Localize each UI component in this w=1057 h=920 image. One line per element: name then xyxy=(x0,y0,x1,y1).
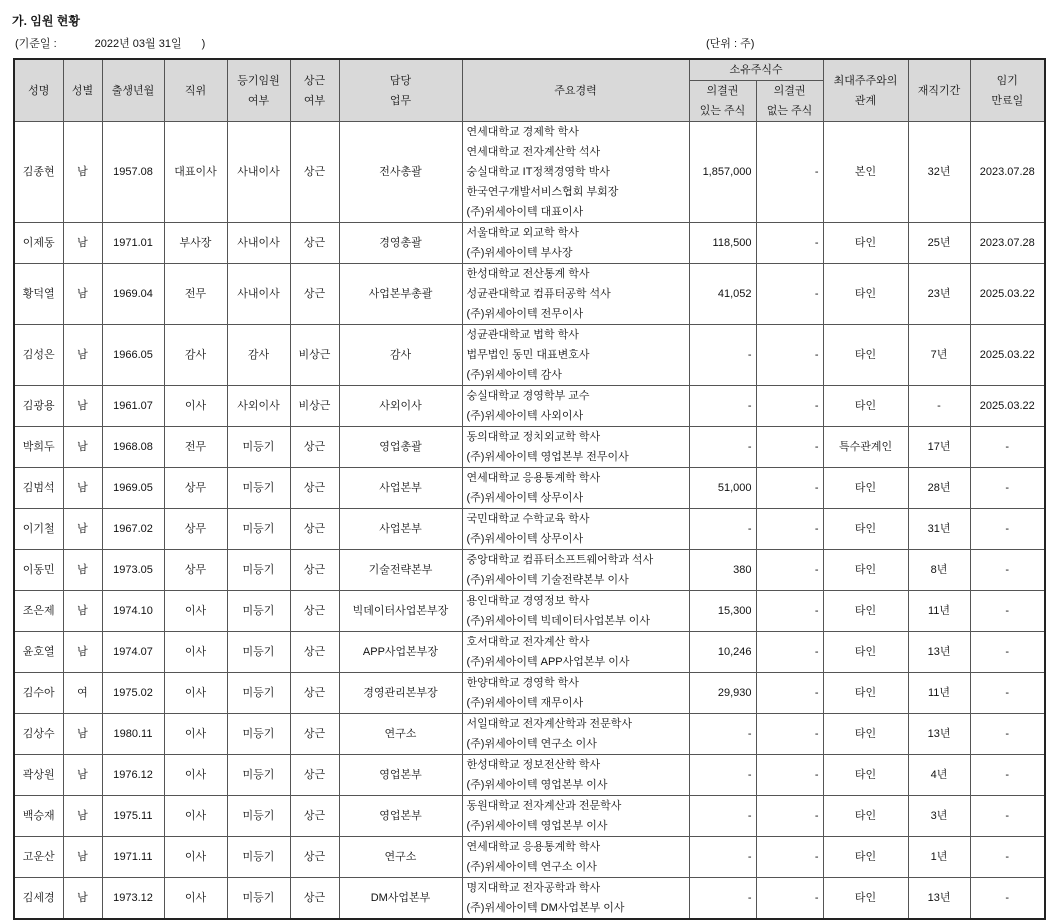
cell-fulltime: 상근 xyxy=(290,122,339,223)
cell-term: - xyxy=(970,550,1045,591)
cell-duty: 영업총괄 xyxy=(339,427,462,468)
cell-relation: 타인 xyxy=(823,386,908,427)
cell-relation: 타인 xyxy=(823,796,908,837)
header-name: 성명 xyxy=(14,59,63,122)
table-row xyxy=(14,591,1045,632)
cell-voting: 118,500 xyxy=(689,223,756,264)
cell-voting: 380 xyxy=(689,550,756,591)
table-row xyxy=(14,550,1045,591)
cell-duty: 사업본부 xyxy=(339,509,462,550)
cell-term: - xyxy=(970,591,1045,632)
cell-name: 박희두 xyxy=(14,427,63,468)
career-line: (주)위세아이텍 연구소 이사 xyxy=(466,861,597,873)
cell-gender: 남 xyxy=(63,122,102,223)
cell-relation: 타인 xyxy=(823,632,908,673)
cell-tenure: 11년 xyxy=(908,673,970,714)
cell-term: - xyxy=(970,878,1045,920)
career-line: (주)위세아이텍 부사장 xyxy=(466,247,573,259)
cell-career xyxy=(462,673,689,714)
cell-name: 고운산 xyxy=(14,837,63,878)
cell-voting: - xyxy=(689,796,756,837)
cell-registered: 미등기 xyxy=(227,673,290,714)
career-line: (주)위세아이텍 연구소 이사 xyxy=(466,738,597,750)
basis-date: 2022년 03월 31일 xyxy=(94,38,182,50)
career-line: 동원대학교 전자계산과 전문학사 xyxy=(466,800,622,812)
cell-fulltime: 상근 xyxy=(290,427,339,468)
cell-fulltime: 상근 xyxy=(290,878,339,920)
cell-registered: 미등기 xyxy=(227,796,290,837)
cell-duty: 사외이사 xyxy=(339,386,462,427)
cell-duty: 경영총괄 xyxy=(339,223,462,264)
cell-relation: 타인 xyxy=(823,509,908,550)
table-row xyxy=(14,755,1045,796)
cell-gender: 남 xyxy=(63,509,102,550)
cell-term: - xyxy=(970,837,1045,878)
career-line: 한성대학교 전산통계 학사 xyxy=(466,268,590,280)
cell-birth: 1976.12 xyxy=(102,755,164,796)
cell-registered: 미등기 xyxy=(227,837,290,878)
cell-tenure: 13년 xyxy=(908,632,970,673)
cell-tenure: 23년 xyxy=(908,264,970,325)
header-duty: 담당 업무 xyxy=(339,59,462,122)
section-title: 가. 임원 현황 xyxy=(12,14,80,28)
career-line: (주)위세아이텍 기술전략본부 이사 xyxy=(466,574,629,586)
table-row xyxy=(14,264,1045,325)
basis-close: ) xyxy=(201,38,206,50)
cell-voting: - xyxy=(689,755,756,796)
table-row xyxy=(14,632,1045,673)
cell-voting: 29,930 xyxy=(689,673,756,714)
cell-registered: 사내이사 xyxy=(227,223,290,264)
cell-relation: 타인 xyxy=(823,550,908,591)
cell-birth: 1973.12 xyxy=(102,878,164,920)
cell-birth: 1974.07 xyxy=(102,632,164,673)
career-line: 중앙대학교 컴퓨터소프트웨어학과 석사 xyxy=(466,554,654,566)
cell-birth: 1974.10 xyxy=(102,591,164,632)
cell-birth: 1967.02 xyxy=(102,509,164,550)
career-line: (주)위세아이텍 재무이사 xyxy=(466,697,584,709)
header-gender: 성별 xyxy=(63,59,102,122)
cell-fulltime: 상근 xyxy=(290,796,339,837)
cell-career xyxy=(462,427,689,468)
cell-gender: 남 xyxy=(63,796,102,837)
cell-gender: 남 xyxy=(63,468,102,509)
cell-name: 이제동 xyxy=(14,223,63,264)
cell-name: 조은제 xyxy=(14,591,63,632)
header-position: 직위 xyxy=(164,59,227,122)
cell-career xyxy=(462,223,689,264)
cell-tenure: 8년 xyxy=(908,550,970,591)
career-line: 연세대학교 전자계산학 석사 xyxy=(466,146,601,158)
cell-nonvoting: - xyxy=(756,509,823,550)
cell-voting: - xyxy=(689,325,756,386)
cell-name: 김광용 xyxy=(14,386,63,427)
cell-career xyxy=(462,468,689,509)
cell-gender: 남 xyxy=(63,427,102,468)
cell-duty: 전사총괄 xyxy=(339,122,462,223)
table-row xyxy=(14,468,1045,509)
cell-voting: 15,300 xyxy=(689,591,756,632)
cell-term: 2025.03.22 xyxy=(970,264,1045,325)
career-line: (주)위세아이텍 영업본부 이사 xyxy=(466,779,608,791)
cell-name: 이동민 xyxy=(14,550,63,591)
cell-birth: 1957.08 xyxy=(102,122,164,223)
cell-fulltime: 비상근 xyxy=(290,325,339,386)
cell-duty: 감사 xyxy=(339,325,462,386)
cell-career xyxy=(462,591,689,632)
cell-position: 부사장 xyxy=(164,223,227,264)
cell-duty: 사업본부 xyxy=(339,468,462,509)
cell-term: 2023.07.28 xyxy=(970,122,1045,223)
cell-position: 이사 xyxy=(164,796,227,837)
cell-fulltime: 상근 xyxy=(290,591,339,632)
cell-nonvoting: - xyxy=(756,122,823,223)
career-line: (주)위세아이텍 APP사업본부 이사 xyxy=(466,656,630,668)
career-line: (주)위세아이텍 대표이사 xyxy=(466,206,584,218)
cell-position: 이사 xyxy=(164,673,227,714)
cell-name: 곽상원 xyxy=(14,755,63,796)
cell-career xyxy=(462,386,689,427)
career-line: 국민대학교 수학교육 학사 xyxy=(466,513,590,525)
career-line: 연세대학교 응용통계학 학사 xyxy=(466,472,601,484)
cell-voting: 1,857,000 xyxy=(689,122,756,223)
cell-term: - xyxy=(970,673,1045,714)
cell-tenure: 28년 xyxy=(908,468,970,509)
career-line: (주)위세아이텍 감사 xyxy=(466,369,562,381)
cell-gender: 남 xyxy=(63,714,102,755)
career-line: 서일대학교 전자계산학과 전문학사 xyxy=(466,718,633,730)
cell-gender: 남 xyxy=(63,223,102,264)
cell-gender: 남 xyxy=(63,264,102,325)
career-line: 명지대학교 전자공학과 학사 xyxy=(466,882,601,894)
cell-relation: 타인 xyxy=(823,878,908,920)
cell-registered: 사외이사 xyxy=(227,386,290,427)
cell-fulltime: 상근 xyxy=(290,509,339,550)
cell-position: 이사 xyxy=(164,591,227,632)
cell-gender: 남 xyxy=(63,386,102,427)
cell-nonvoting: - xyxy=(756,223,823,264)
cell-voting: - xyxy=(689,427,756,468)
cell-tenure: 11년 xyxy=(908,591,970,632)
basis-label: (기준일 : xyxy=(15,38,57,50)
table-row xyxy=(14,509,1045,550)
cell-voting: 41,052 xyxy=(689,264,756,325)
cell-position: 이사 xyxy=(164,714,227,755)
cell-registered: 미등기 xyxy=(227,550,290,591)
cell-voting: - xyxy=(689,509,756,550)
header-relation: 최대주주와의 관계 xyxy=(823,59,908,122)
cell-fulltime: 상근 xyxy=(290,550,339,591)
cell-term: - xyxy=(970,427,1045,468)
career-line: 한양대학교 경영학 학사 xyxy=(466,677,579,689)
cell-registered: 사내이사 xyxy=(227,122,290,223)
career-line: 연세대학교 경제학 학사 xyxy=(466,126,579,138)
cell-fulltime: 상근 xyxy=(290,468,339,509)
header-shares: 소유주식수 xyxy=(689,59,823,81)
header-nonvoting: 의결권 없는 주식 xyxy=(756,81,823,122)
table-row xyxy=(14,714,1045,755)
cell-registered: 감사 xyxy=(227,325,290,386)
cell-voting: 51,000 xyxy=(689,468,756,509)
cell-registered: 미등기 xyxy=(227,427,290,468)
cell-tenure: 1년 xyxy=(908,837,970,878)
cell-career xyxy=(462,325,689,386)
header-birth: 출생년월 xyxy=(102,59,164,122)
cell-duty: 연구소 xyxy=(339,714,462,755)
career-line: 숭실대학교 경영학부 교수 xyxy=(466,390,590,402)
cell-tenure: 13년 xyxy=(908,714,970,755)
cell-term: - xyxy=(970,796,1045,837)
table-row xyxy=(14,122,1045,223)
cell-birth: 1969.05 xyxy=(102,468,164,509)
cell-fulltime: 상근 xyxy=(290,223,339,264)
cell-duty: 영업본부 xyxy=(339,796,462,837)
cell-term: 2023.07.28 xyxy=(970,223,1045,264)
cell-birth: 1969.04 xyxy=(102,264,164,325)
cell-relation: 타인 xyxy=(823,673,908,714)
cell-gender: 남 xyxy=(63,325,102,386)
table-row xyxy=(14,427,1045,468)
cell-registered: 미등기 xyxy=(227,509,290,550)
cell-relation: 타인 xyxy=(823,755,908,796)
cell-name: 김세경 xyxy=(14,878,63,920)
cell-registered: 미등기 xyxy=(227,591,290,632)
cell-term: - xyxy=(970,714,1045,755)
cell-nonvoting: - xyxy=(756,264,823,325)
table-row xyxy=(14,796,1045,837)
table-row xyxy=(14,878,1045,920)
cell-relation: 타인 xyxy=(823,714,908,755)
cell-nonvoting: - xyxy=(756,550,823,591)
table-row xyxy=(14,325,1045,386)
cell-relation: 타인 xyxy=(823,468,908,509)
cell-position: 이사 xyxy=(164,837,227,878)
cell-tenure: 32년 xyxy=(908,122,970,223)
cell-gender: 남 xyxy=(63,878,102,920)
cell-fulltime: 상근 xyxy=(290,673,339,714)
header-tenure: 재직기간 xyxy=(908,59,970,122)
cell-relation: 특수관계인 xyxy=(823,427,908,468)
cell-name: 황덕열 xyxy=(14,264,63,325)
cell-tenure: 17년 xyxy=(908,427,970,468)
cell-term: - xyxy=(970,632,1045,673)
career-line: 서울대학교 외교학 학사 xyxy=(466,227,579,239)
cell-gender: 남 xyxy=(63,632,102,673)
cell-fulltime: 비상근 xyxy=(290,386,339,427)
cell-tenure: 13년 xyxy=(908,878,970,920)
cell-birth: 1966.05 xyxy=(102,325,164,386)
career-line: 숭실대학교 IT정책경영학 박사 xyxy=(466,166,610,178)
cell-name: 김상수 xyxy=(14,714,63,755)
cell-relation: 본인 xyxy=(823,122,908,223)
cell-duty: 경영관리본부장 xyxy=(339,673,462,714)
career-line: 성균관대학교 법학 학사 xyxy=(466,329,579,341)
cell-voting: - xyxy=(689,878,756,920)
cell-nonvoting: - xyxy=(756,325,823,386)
cell-career xyxy=(462,878,689,920)
cell-birth: 1975.02 xyxy=(102,673,164,714)
career-line: 용인대학교 경영정보 학사 xyxy=(466,595,590,607)
cell-relation: 타인 xyxy=(823,837,908,878)
cell-name: 백승재 xyxy=(14,796,63,837)
table-row xyxy=(14,223,1045,264)
cell-position: 대표이사 xyxy=(164,122,227,223)
cell-voting: - xyxy=(689,386,756,427)
cell-career xyxy=(462,550,689,591)
cell-name: 김수아 xyxy=(14,673,63,714)
cell-career xyxy=(462,632,689,673)
career-line: (주)위세아이텍 DM사업본부 이사 xyxy=(466,902,625,914)
cell-registered: 미등기 xyxy=(227,468,290,509)
cell-relation: 타인 xyxy=(823,223,908,264)
cell-birth: 1961.07 xyxy=(102,386,164,427)
cell-nonvoting: - xyxy=(756,427,823,468)
cell-duty: APP사업본부장 xyxy=(339,632,462,673)
cell-fulltime: 상근 xyxy=(290,264,339,325)
cell-fulltime: 상근 xyxy=(290,714,339,755)
career-line: (주)위세아이텍 전무이사 xyxy=(466,308,584,320)
cell-duty: 빅데이터사업본부장 xyxy=(339,591,462,632)
basis-date-line xyxy=(15,35,205,51)
executives-table xyxy=(13,58,1046,920)
cell-career xyxy=(462,714,689,755)
cell-birth: 1968.08 xyxy=(102,427,164,468)
table-row xyxy=(14,673,1045,714)
cell-career xyxy=(462,122,689,223)
cell-term: - xyxy=(970,509,1045,550)
cell-tenure: 3년 xyxy=(908,796,970,837)
cell-fulltime: 상근 xyxy=(290,632,339,673)
cell-position: 전무 xyxy=(164,264,227,325)
header-term: 임기 만료일 xyxy=(970,59,1045,122)
cell-fulltime: 상근 xyxy=(290,837,339,878)
cell-tenure: - xyxy=(908,386,970,427)
cell-gender: 남 xyxy=(63,837,102,878)
cell-registered: 사내이사 xyxy=(227,264,290,325)
career-line: (주)위세아이텍 빅데이터사업본부 이사 xyxy=(466,615,650,627)
cell-nonvoting: - xyxy=(756,796,823,837)
cell-career xyxy=(462,264,689,325)
cell-term: - xyxy=(970,468,1045,509)
cell-duty: DM사업본부 xyxy=(339,878,462,920)
cell-term: - xyxy=(970,755,1045,796)
cell-relation: 타인 xyxy=(823,264,908,325)
cell-nonvoting: - xyxy=(756,837,823,878)
unit-label: (단위 : 주) xyxy=(706,38,755,50)
cell-nonvoting: - xyxy=(756,878,823,920)
career-line: (주)위세아이텍 상무이사 xyxy=(466,492,584,504)
career-line: 법무법인 동민 대표변호사 xyxy=(466,349,590,361)
cell-duty: 기술전략본부 xyxy=(339,550,462,591)
cell-voting: - xyxy=(689,714,756,755)
cell-name: 이기철 xyxy=(14,509,63,550)
cell-nonvoting: - xyxy=(756,755,823,796)
cell-position: 이사 xyxy=(164,878,227,920)
cell-position: 이사 xyxy=(164,386,227,427)
cell-name: 김종현 xyxy=(14,122,63,223)
cell-tenure: 25년 xyxy=(908,223,970,264)
cell-tenure: 4년 xyxy=(908,755,970,796)
cell-tenure: 7년 xyxy=(908,325,970,386)
cell-nonvoting: - xyxy=(756,386,823,427)
cell-nonvoting: - xyxy=(756,591,823,632)
cell-gender: 남 xyxy=(63,550,102,591)
cell-career xyxy=(462,509,689,550)
cell-nonvoting: - xyxy=(756,632,823,673)
cell-birth: 1971.11 xyxy=(102,837,164,878)
cell-nonvoting: - xyxy=(756,468,823,509)
cell-position: 상무 xyxy=(164,509,227,550)
cell-nonvoting: - xyxy=(756,714,823,755)
cell-career xyxy=(462,755,689,796)
header-fulltime: 상근 여부 xyxy=(290,59,339,122)
cell-term: 2025.03.22 xyxy=(970,386,1045,427)
cell-birth: 1971.01 xyxy=(102,223,164,264)
career-line: 연세대학교 응용통계학 학사 xyxy=(466,841,601,853)
header-career: 주요경력 xyxy=(462,59,689,122)
cell-term: 2025.03.22 xyxy=(970,325,1045,386)
cell-gender: 남 xyxy=(63,755,102,796)
cell-registered: 미등기 xyxy=(227,632,290,673)
cell-position: 감사 xyxy=(164,325,227,386)
cell-duty: 영업본부 xyxy=(339,755,462,796)
career-line: (주)위세아이텍 사외이사 xyxy=(466,410,584,422)
career-line: (주)위세아이텍 영업본부 이사 xyxy=(466,820,608,832)
cell-birth: 1980.11 xyxy=(102,714,164,755)
cell-duty: 연구소 xyxy=(339,837,462,878)
cell-nonvoting: - xyxy=(756,673,823,714)
cell-fulltime: 상근 xyxy=(290,755,339,796)
career-line: 호서대학교 전자계산 학사 xyxy=(466,636,590,648)
table-row xyxy=(14,386,1045,427)
career-line: 동의대학교 정치외교학 학사 xyxy=(466,431,601,443)
cell-gender: 여 xyxy=(63,673,102,714)
cell-registered: 미등기 xyxy=(227,714,290,755)
cell-relation: 타인 xyxy=(823,591,908,632)
cell-career xyxy=(462,796,689,837)
cell-voting: 10,246 xyxy=(689,632,756,673)
cell-birth: 1975.11 xyxy=(102,796,164,837)
cell-position: 상무 xyxy=(164,468,227,509)
cell-tenure: 31년 xyxy=(908,509,970,550)
cell-duty: 사업본부총괄 xyxy=(339,264,462,325)
cell-registered: 미등기 xyxy=(227,755,290,796)
cell-name: 윤호열 xyxy=(14,632,63,673)
cell-gender: 남 xyxy=(63,591,102,632)
cell-registered: 미등기 xyxy=(227,878,290,920)
cell-name: 김성은 xyxy=(14,325,63,386)
cell-career xyxy=(462,837,689,878)
career-line: 성균관대학교 컴퓨터공학 석사 xyxy=(466,288,611,300)
header-registered: 등기임원 여부 xyxy=(227,59,290,122)
cell-position: 이사 xyxy=(164,755,227,796)
cell-name: 김범석 xyxy=(14,468,63,509)
table-row xyxy=(14,837,1045,878)
career-line: (주)위세아이텍 상무이사 xyxy=(466,533,584,545)
career-line: 한국연구개발서비스협회 부회장 xyxy=(466,186,619,198)
cell-voting: - xyxy=(689,837,756,878)
career-line: 한성대학교 정보전산학 학사 xyxy=(466,759,601,771)
cell-position: 이사 xyxy=(164,632,227,673)
career-line: (주)위세아이텍 영업본부 전무이사 xyxy=(466,451,629,463)
cell-position: 전무 xyxy=(164,427,227,468)
cell-birth: 1973.05 xyxy=(102,550,164,591)
cell-relation: 타인 xyxy=(823,325,908,386)
header-voting: 의결권 있는 주식 xyxy=(689,81,756,122)
cell-position: 상무 xyxy=(164,550,227,591)
